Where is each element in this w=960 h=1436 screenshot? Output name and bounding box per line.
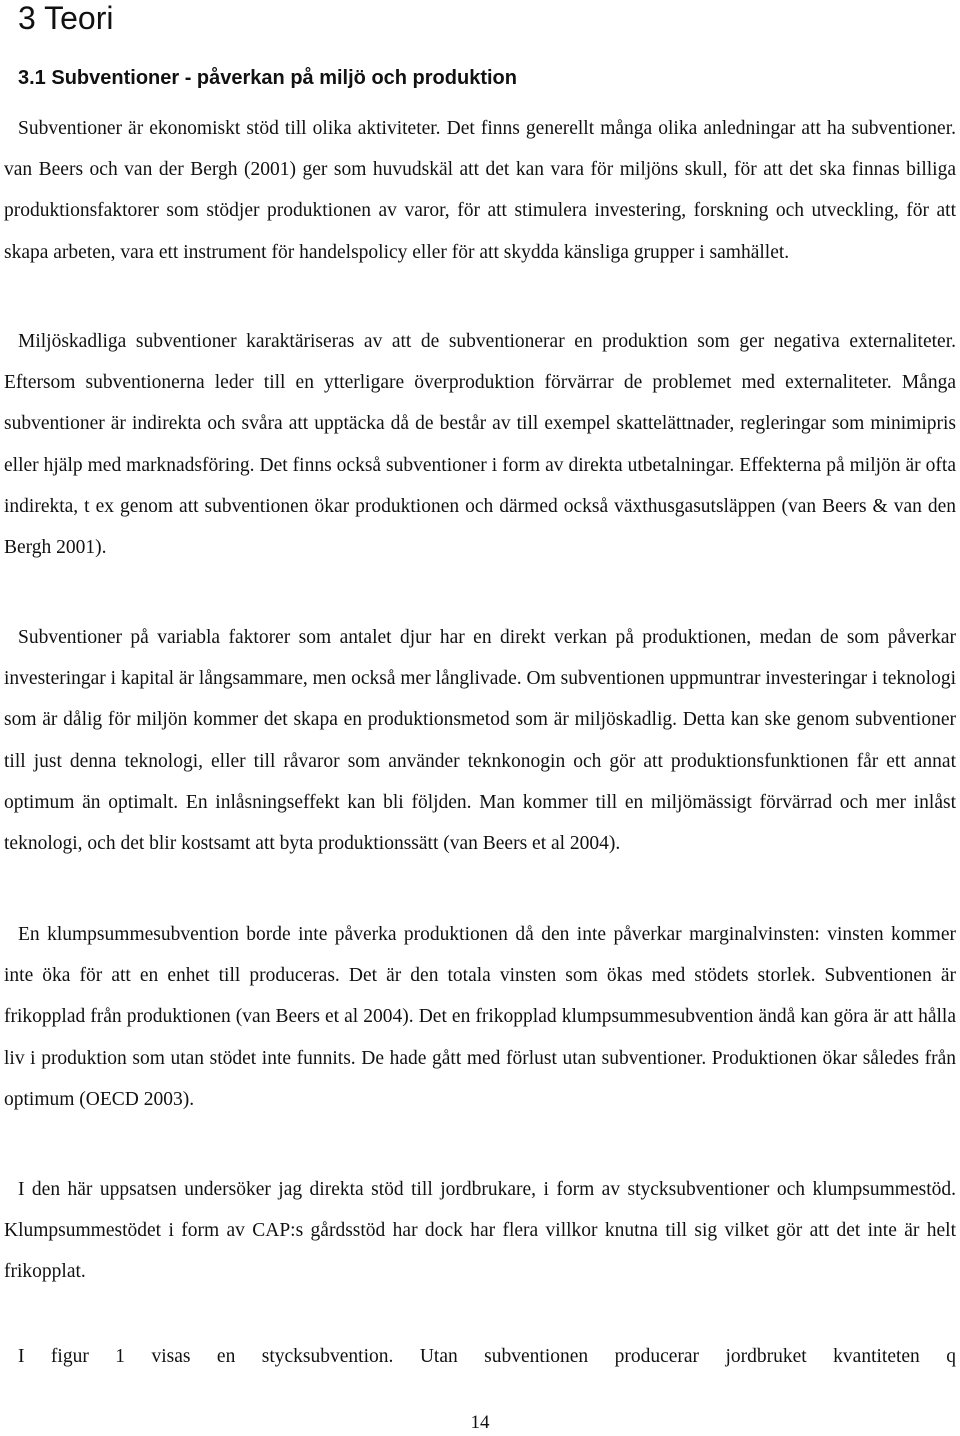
paragraph-3: Subventioner på variabla faktorer som antalet djur har en direkt verkan på produktionen, medan de som påverkar investeringar i kapital är långsammare, men också mer långlivade. Om subventionen uppmuntrar investeringar i teknologi som är dålig för miljön kommer det skapa en produktionsmetod som är miljöskadlig. Detta kan ske genom subventioner till just denna teknologi, eller till råvaror som använder teknkonogin och gör att produktionsfunktionen får ett annat optimum än optimalt. En inlåsningseffekt kan bli följden. Man kommer till en miljömässigt förvärrad och mer inlåst teknologi, och det blir kostsamt att byta produktionssätt (van Beers et al 2004). xyxy=(4,627,956,855)
paragraph-5: I den här uppsatsen undersöker jag direkta stöd till jordbrukare, i form av stycksubventioner och klumpsummestöd. Klumpsummestödet i form av CAP:s gårdsstöd har dock har flera villkor knutna till sig vilket gör att det inte är helt frikopplat. xyxy=(4,1179,956,1283)
paragraph-2: Miljöskadliga subventioner karaktäriseras av att de subventionerar en produktion som ger negativa externaliteter. Eftersom subventionerna leder till en ytterligare överproduktion förvärrar de problemet med externaliteter. Många subventioner är indirekta och svåra att upptäcka då de består av till exempel skattelättnader, regleringar som minimipris eller hjälp med marknadsföring. Det finns också subventioner i form av direkta utbetalningar. Effekterna på miljön är ofta indirekta, t ex genom att subventionen ökar produktionen och därmed också växthusgasutsläppen (van Beers & van den Bergh 2001). xyxy=(4,331,956,559)
chapter-title: 3 Teori xyxy=(18,0,114,36)
paragraph-1: Subventioner är ekonomiskt stöd till olika aktiviteter. Det finns generellt många olika anledningar att ha subventioner. van Beers och van der Bergh (2001) ger som huvudskäl att det kan vara för miljöns skull, för att det ska finnas billiga produktionsfaktorer som stödjer produktionen av varor, för att stimulera investering, forskning och utveckling, för att skapa arbeten, vara ett instrument för handelspolicy eller för att skydda känsliga grupper i samhället. xyxy=(4,118,956,263)
paragraph-6: I figur 1 visas en stycksubvention. Utan subventionen producerar jordbruket kvantiteten q xyxy=(18,1346,956,1367)
section-title: 3.1 Subventioner - påverkan på miljö och produktion xyxy=(18,67,517,89)
paragraph-4: En klumpsummesubvention borde inte påverka produktionen då den inte påverkar marginalvinsten: vinsten kommer inte öka för att en enhet till produceras. Det är den totala vinsten som ökas med stödets storlek. Subventionen är frikopplad från produktionen (van Beers et al 2004). Det en frikopplad klumpsummesubvention ändå kan göra är att hålla liv i produktion som utan stödet inte funnits. De hade gått med förlust utan subventioner. Produktionen ökar således från optimum (OECD 2003). xyxy=(4,924,956,1110)
page-number: 14 xyxy=(470,1412,490,1433)
